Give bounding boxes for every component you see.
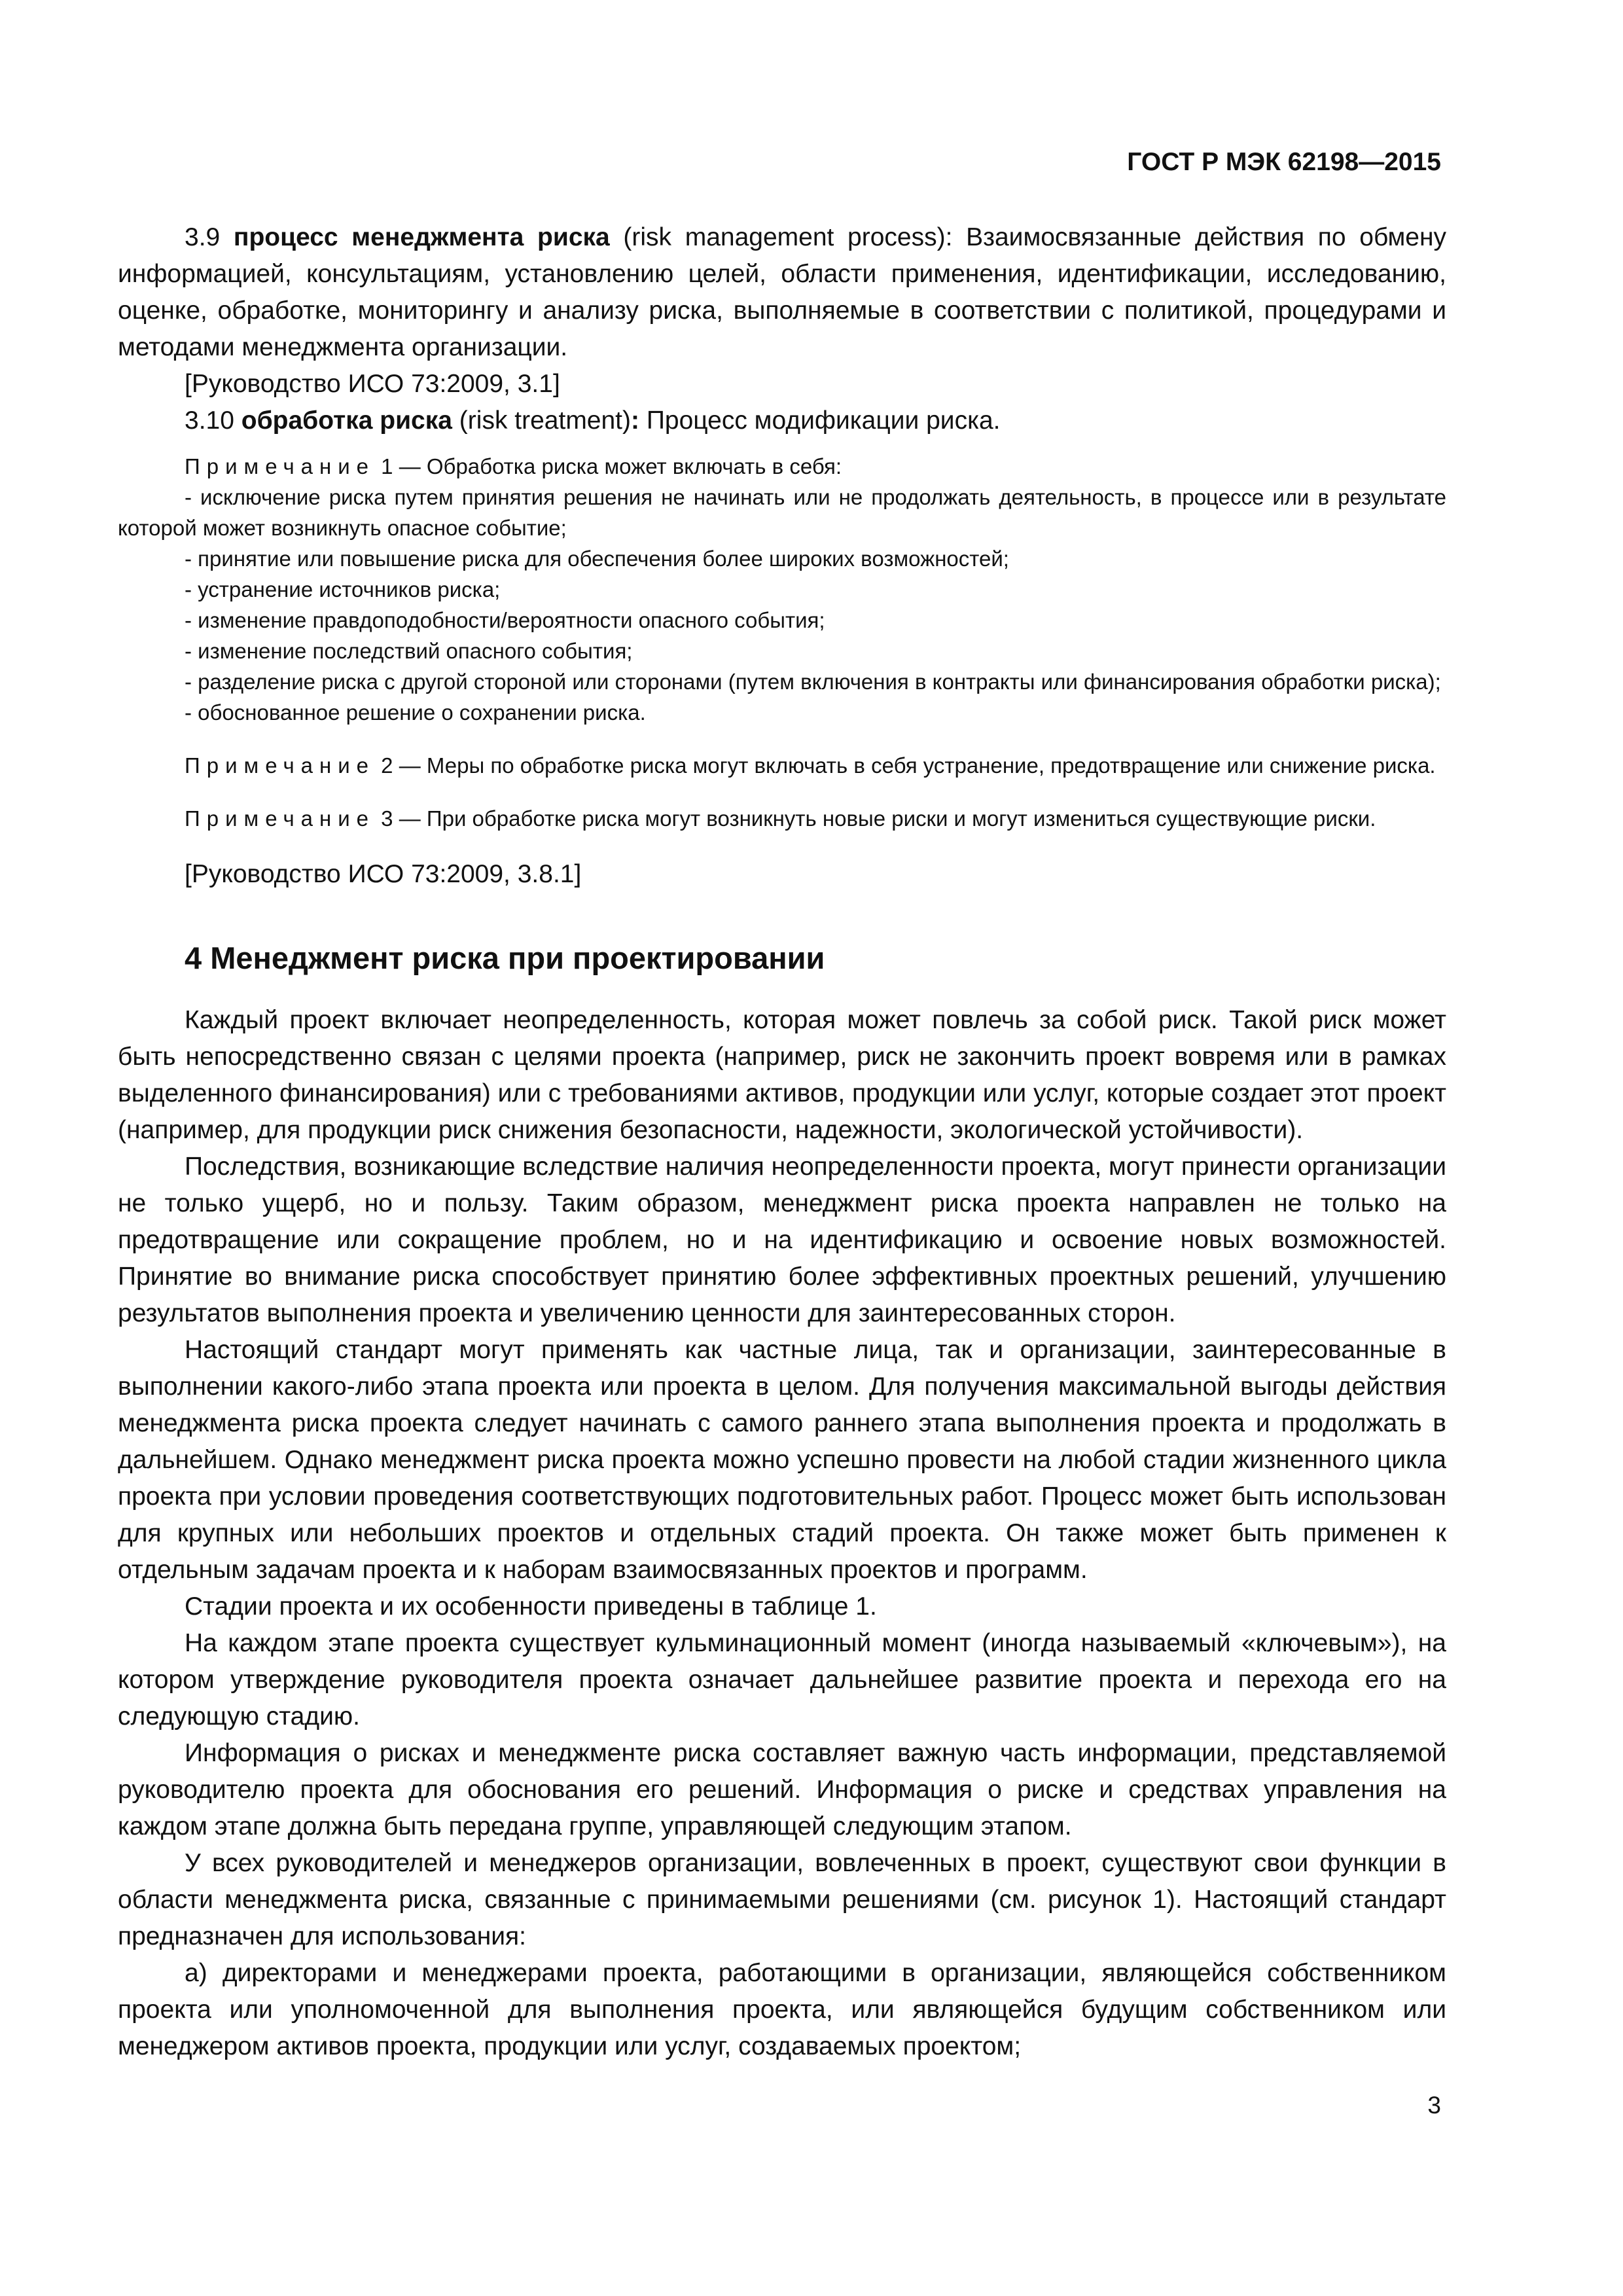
note-1-item: - изменение правдоподобности/вероятности опасного события; (185, 608, 825, 632)
page-content (118, 219, 1446, 2065)
term-number: 3.9 (185, 223, 221, 251)
term-definition: Процесс модификации риска. (639, 406, 1001, 435)
note-3 (118, 803, 1446, 834)
note-1-item: - исключение риска путем принятия решения не начинать или не продолжать деятельность, в процессе или в результате которой может возникнуть опасное событие; (118, 485, 1446, 540)
section-4-list-item-a: а) директорами и менеджерами проекта, работающими в организации, являющейся собственником проекта или уполномоченной для выполнения проекта, или являющейся будущим собственником или менеджером активов проекта, продукции или услуг, создаваемых проектом; (118, 1959, 1446, 2060)
term-name: обработка риска (241, 406, 452, 435)
term-number: 3.10 (185, 406, 234, 435)
term-colon: : (631, 406, 640, 435)
note-label: Примечание (185, 753, 376, 778)
section-4-paragraph: На каждом этапе проекта существует кульминационный момент (иногда называемый «ключевым»), на котором утверждение руководителя проекта означает дальнейшее развитие проекта и перехода его на следующую стадию. (118, 1629, 1446, 1731)
note-text: 3 — При обработке риска могут возникнуть новые риски и могут измениться существующие риски. (375, 806, 1376, 831)
note-label: Примечание (185, 454, 376, 478)
note-2 (118, 750, 1446, 781)
standard-code-header: ГОСТ Р МЭК 62198—2015 (1127, 148, 1441, 176)
note-1-item: - обоснованное решение о сохранении риска. (185, 700, 646, 725)
note-label: Примечание (185, 806, 376, 831)
term-3-9 (118, 219, 1446, 366)
term-definition: (risk management process): Взаимосвязанные действия по обмену информацией, консультациям, установлению целей, области применения, идентификации, исследованию, оценке, обработке, мониторингу и анализу риска, выполняемые в соответствии с политикой, процедурами и методами менеджмента организации. (118, 223, 1446, 361)
section-4-paragraph: Настоящий стандарт могут применять как частные лица, так и организации, заинтересованные в выполнении какого-либо этапа проекта или проекта в целом. Для получения максимальной выгоды действия менеджмента риска проекта следует начинать с самого раннего этапа выполнения проекта и продолжать в дальнейшем. Однако менеджмент риска проекта можно успешно провести на любой стадии жизненного цикла проекта при условии проведения соответствующих подготовительных работ. Процесс может быть использован для крупных или небольших проектов и отдельных стадий проекта. Он также может быть применен к отдельным задачам проекта и к наборам взаимосвязанных проектов и программ. (118, 1336, 1446, 1584)
term-3-10 (118, 403, 1446, 439)
note-text: 1 — Обработка риска может включать в себя: (375, 454, 842, 478)
note-1-item: - устранение источников риска; (185, 577, 501, 601)
note-1-intro (118, 451, 1446, 482)
section-4-paragraph: Последствия, возникающие вследствие наличия неопределенности проекта, могут принести организации не только ущерб, но и пользу. Таким образом, менеджмент риска проекта направлен не только на предотвращение или сокращение проблем, но и на идентификацию и освоение новых возможностей. Принятие во внимание риска способствует принятию более эффективных проектных решений, улучшению результатов выполнения проекта и увеличению ценности для заинтересованных сторон. (118, 1153, 1446, 1327)
section-4-heading: 4 Менеджмент риска при проектировании (185, 941, 825, 975)
note-text: 2 — Меры по обработке риска могут включать в себя устранение, предотвращение или снижение риска. (375, 753, 1436, 778)
page-number: 3 (1427, 2092, 1441, 2119)
section-4-paragraph: Стадии проекта и их особенности приведены в таблице 1. (185, 1592, 877, 1621)
term-english: (risk treatment) (452, 406, 632, 435)
term-3-10-source: [Руководство ИСО 73:2009, 3.8.1] (185, 860, 582, 888)
note-1-item: - принятие или повышение риска для обеспечения более широких возможностей; (185, 547, 1009, 571)
term-3-9-source: [Руководство ИСО 73:2009, 3.1] (185, 370, 560, 398)
section-4-paragraph: У всех руководителей и менеджеров организации, вовлеченных в проект, существуют свои функции в области менеджмента риска, связанные с принимаемыми решениями (см. рисунок 1). Настоящий стандарт предназначен для использования: (118, 1849, 1446, 1950)
note-1-item: - изменение последствий опасного события; (185, 639, 633, 663)
term-name: процесс менеджмента риска (233, 223, 610, 251)
section-4-paragraph: Информация о рисках и менеджменте риска составляет важную часть информации, представляемой руководителю проекта для обоснования его решений. Информация о риске и средствах управления на каждом этапе должна быть передана группе, управляющей следующим этапом. (118, 1739, 1446, 1840)
note-1-item: - разделение риска с другой стороной или сторонами (путем включения в контракты или финансирования обработки риска); (185, 670, 1441, 694)
section-4-paragraph: Каждый проект включает неопределенность, которая может повлечь за собой риск. Такой риск может быть непосредственно связан с целями проекта (например, риск не закончить проект вовремя или в рамках выделенного финансирования) или с требованиями активов, продукции или услуг, которые создает этот проект (например, для продукции риск снижения безопасности, надежности, экологической устойчивости). (118, 1006, 1446, 1144)
